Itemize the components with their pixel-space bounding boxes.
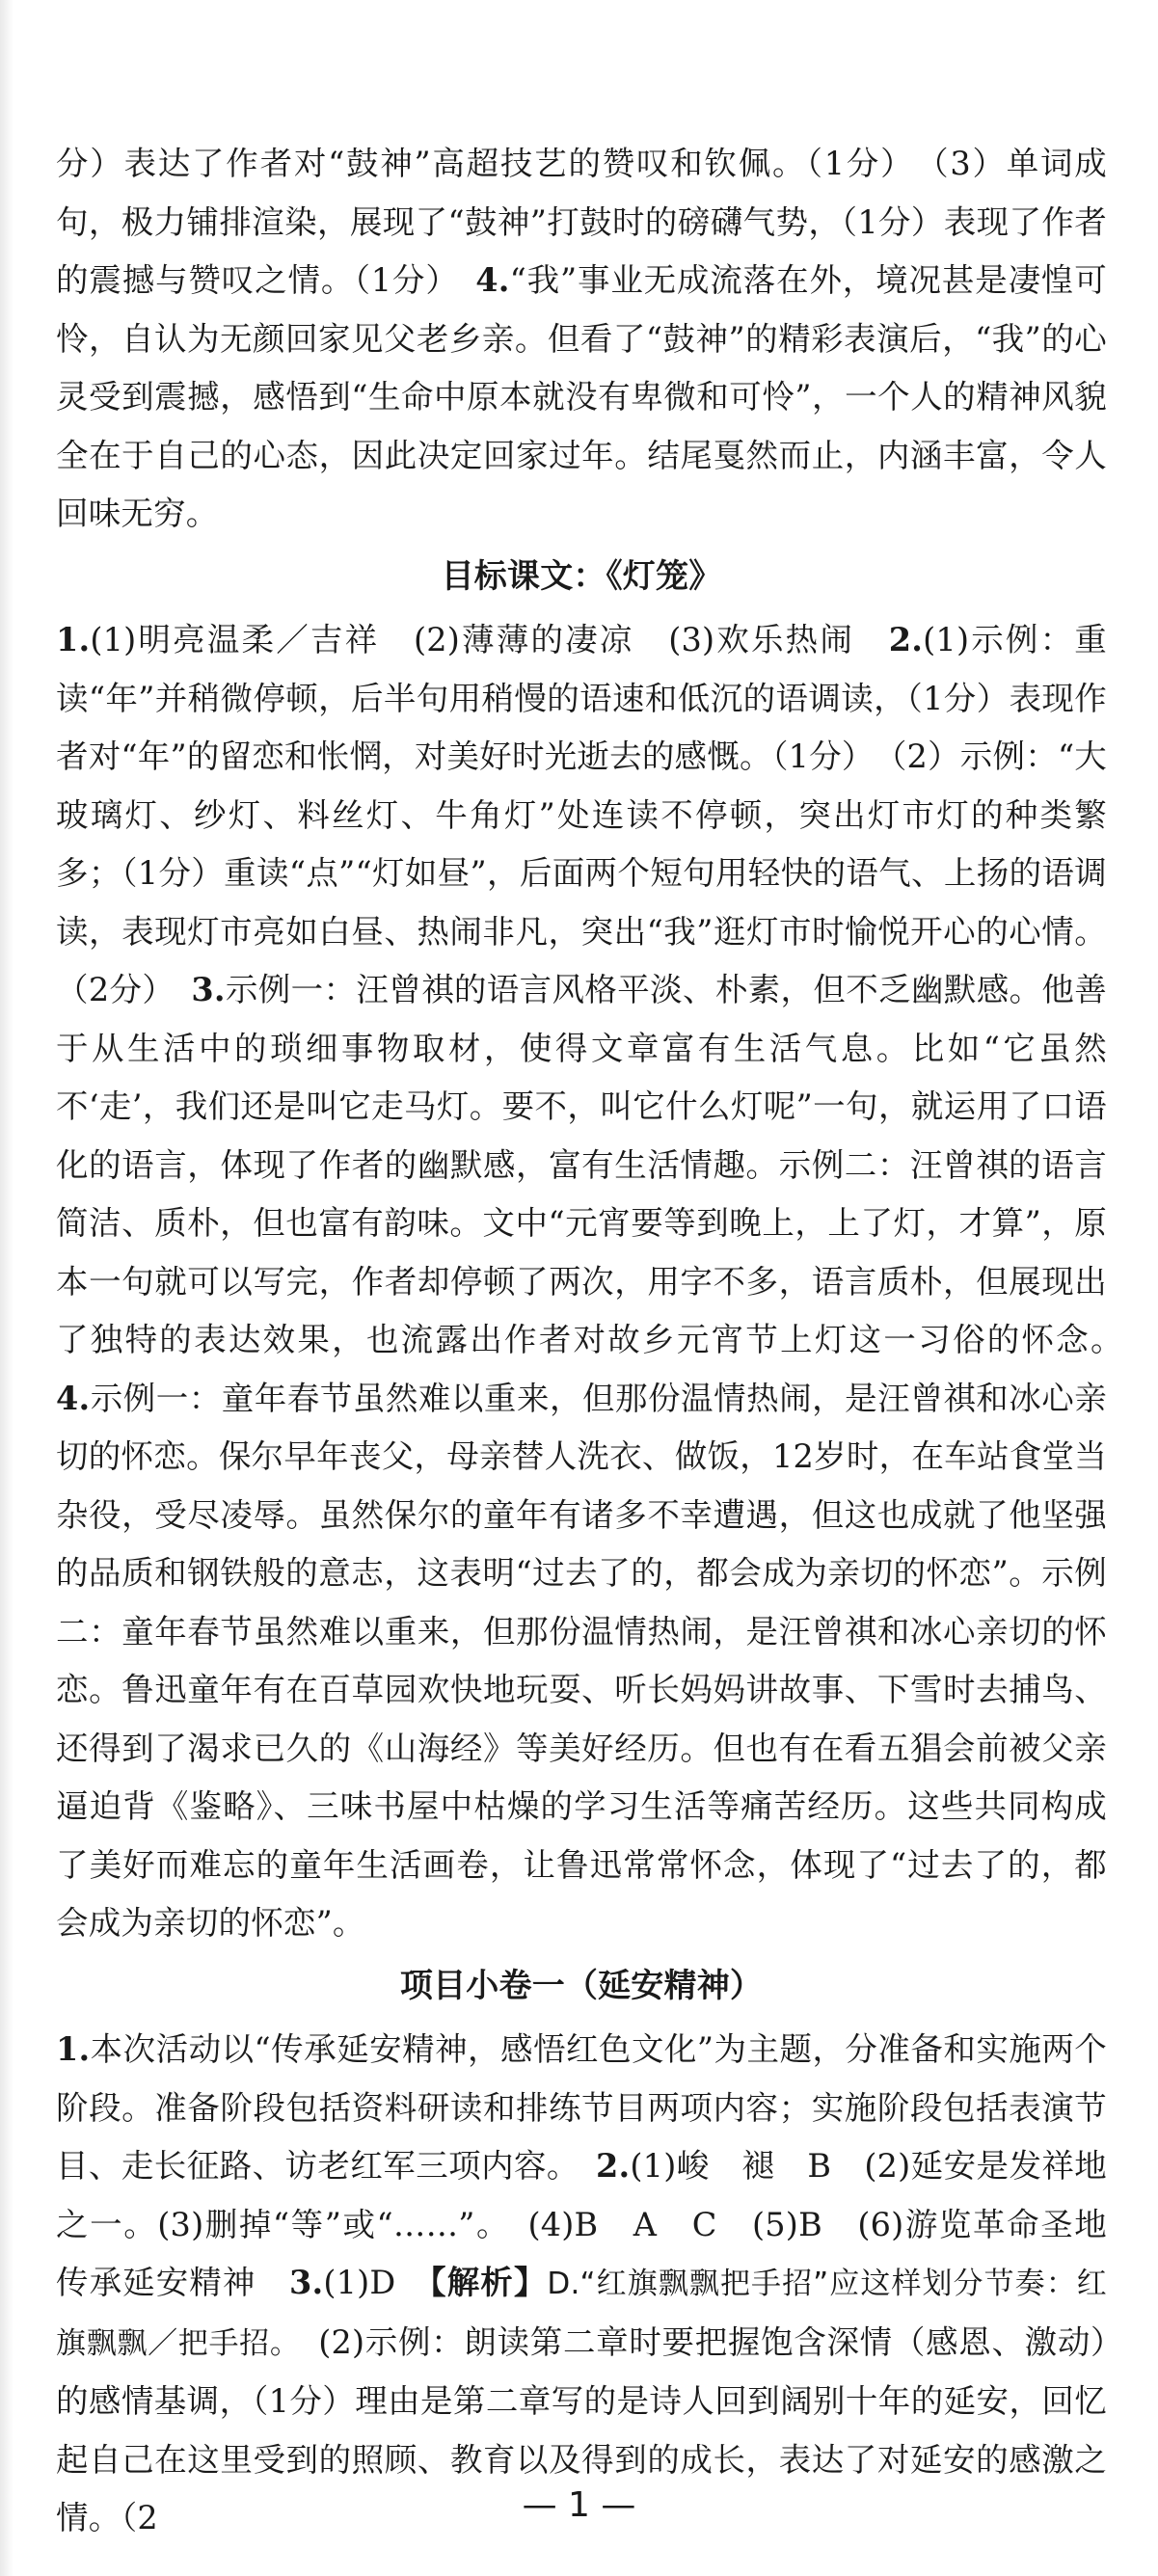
question-number: 4. — [56, 1379, 91, 1417]
text-segment: 示例一：童年春节虽然难以重来，但那份温情热闹，是汪曾祺和冰心亲切的怀恋。保尔早年丧父，母亲替人洗衣、做饭，12岁时，在车站食堂当杂役，受尽凌辱。虽然保尔的童年有诸多不幸遭遇，但这也成就了他坚强的品质和钢铁般的意志，这表明“过去了的，都会成为亲切的怀恋”。示例二：童年春节虽然难以重来，但那份温情热闹，是汪曾祺和冰心亲切的怀恋。鲁迅童年有在百草园欢快地玩耍、听长妈妈讲故事、下雪时去捕鸟、还得到了渴求已久的《山海经》等美好经历。但也有在看五猖会前被父亲逼迫背《鉴略》、三味书屋中枯燥的学习生活等痛苦经历。这些共同构成了美好而难忘的童年生活画卷，让鲁迅常常怀念，体现了“过去了的，都会成为亲切的怀恋”。 — [56, 1379, 1107, 1942]
question-number: 1. — [56, 2030, 91, 2068]
section-heading-yanan: 项目小卷一（延安精神） — [399, 1966, 764, 2005]
text-segment: (1)峻 褪 B (2)延安是发祥地之一。(3)删掉“等”或“……”。 (4)B A C (5)B (6)游览革命圣地 传承延安精神 — [56, 2147, 1140, 2301]
page-content — [56, 135, 1140, 2548]
scan-edge-shadow — [0, 0, 13, 2576]
text-segment: “我”事业无成流落在外，境况甚是凄惶可怜，自认为无颜回家见父老乡亲。但看了“鼓神”的精彩表演后，“我”的心灵受到震撼，感悟到“生命中原本就没有卑微和可怜”，一个人的精神风貌全在于自己的心态，因此决定回家过年。结尾戛然而止，内涵丰富，令人回味无穷。 — [56, 261, 1107, 532]
text-segment: (1)明亮温柔／吉祥 (2)薄薄的凄凉 (3)欢乐热闹 — [90, 621, 889, 658]
question-number: 4. — [475, 261, 510, 299]
text-segment: (1)示例：重读“年”并稍微停顿，后半句用稍慢的语速和低沉的语调读，（1分）表现作者对“年”的留恋和怅惘，对美好时光逝去的感慨。（1分） （2）示例：“大玻璃灯、纱灯、料丝灯、牛角灯”处连读不停顿，突出灯市灯的种类繁多；（1分）重读“点”“灯如昼”，后面两个短句用轻快的语气、上扬的语调读，表现灯市亮如白昼、热闹非凡，突出“我”逛灯市时愉悦开心的心情。（2分） — [56, 621, 1107, 1008]
question-number: 2. — [888, 621, 924, 658]
section-heading-denglong: 目标课文：《灯笼》 — [441, 556, 722, 596]
question-number: 3. — [288, 2264, 324, 2301]
paragraph-yanan-answers — [56, 2021, 1140, 2548]
text-segment: (2)示例：朗读第二章时要把握饱含深情（感恩、激动）的感情基调，（1分）理由是第二章写的是诗人回到阔别十年的延安，回忆起自己在这里受到的照顾、教育以及得到的成长，表达了对延安的感激之情。（2 — [56, 2322, 1107, 2536]
analysis-label: 【解析】 — [429, 2264, 548, 2301]
question-number: 2. — [596, 2147, 631, 2185]
text-segment: (1)D — [323, 2264, 430, 2301]
text-segment: 本次活动以“传承延安精神，感悟红色文化”为主题，分准备和实施两个阶段。准备阶段包括资料研读和排练节目两项内容；实施阶段包括表演节目、走长征路、访老红军三项内容。 — [56, 2030, 1107, 2185]
paragraph-gushen-answers — [56, 135, 1107, 544]
paragraph-denglong-answers — [56, 611, 1140, 1953]
question-number: 1. — [56, 621, 91, 658]
text-segment: 示例一：汪曾祺的语言风格平淡、朴素，但不乏幽默感。他善于从生活中的琐细事物取材，使得文章富有生活气息。比如“它虽然不‘走’，我们还是叫它走马灯。要不，叫它什么灯呢”一句，就运用了口语化的语言，体现了作者的幽默感，富有生活情趣。示例二：汪曾祺的语言简洁、质朴，但也富有韵味。文中“元宵要等到晚上，上了灯，才算”，原本一句就可以写完，作者却停顿了两次，用字不多，语言质朴，但展现出了独特的表达效果，也流露出作者对故乡元宵节上灯这一习俗的怀念。 — [56, 971, 1140, 1358]
page-number: — 1 — — [522, 2485, 636, 2525]
text-segment: 分）表达了作者对“鼓神”高超技艺的赞叹和钦佩。（1分） （3）单词成句，极力铺排渲染，展现了“鼓神”打鼓时的磅礴气势，（1分）表现了作者的震撼与赞叹之情。（1分） — [56, 145, 1107, 299]
analysis-text: D.“红旗飘飘把手招”应这样划分节奏：红旗飘飘／把手招。 — [56, 2267, 1107, 2361]
question-number: 3. — [191, 971, 226, 1008]
